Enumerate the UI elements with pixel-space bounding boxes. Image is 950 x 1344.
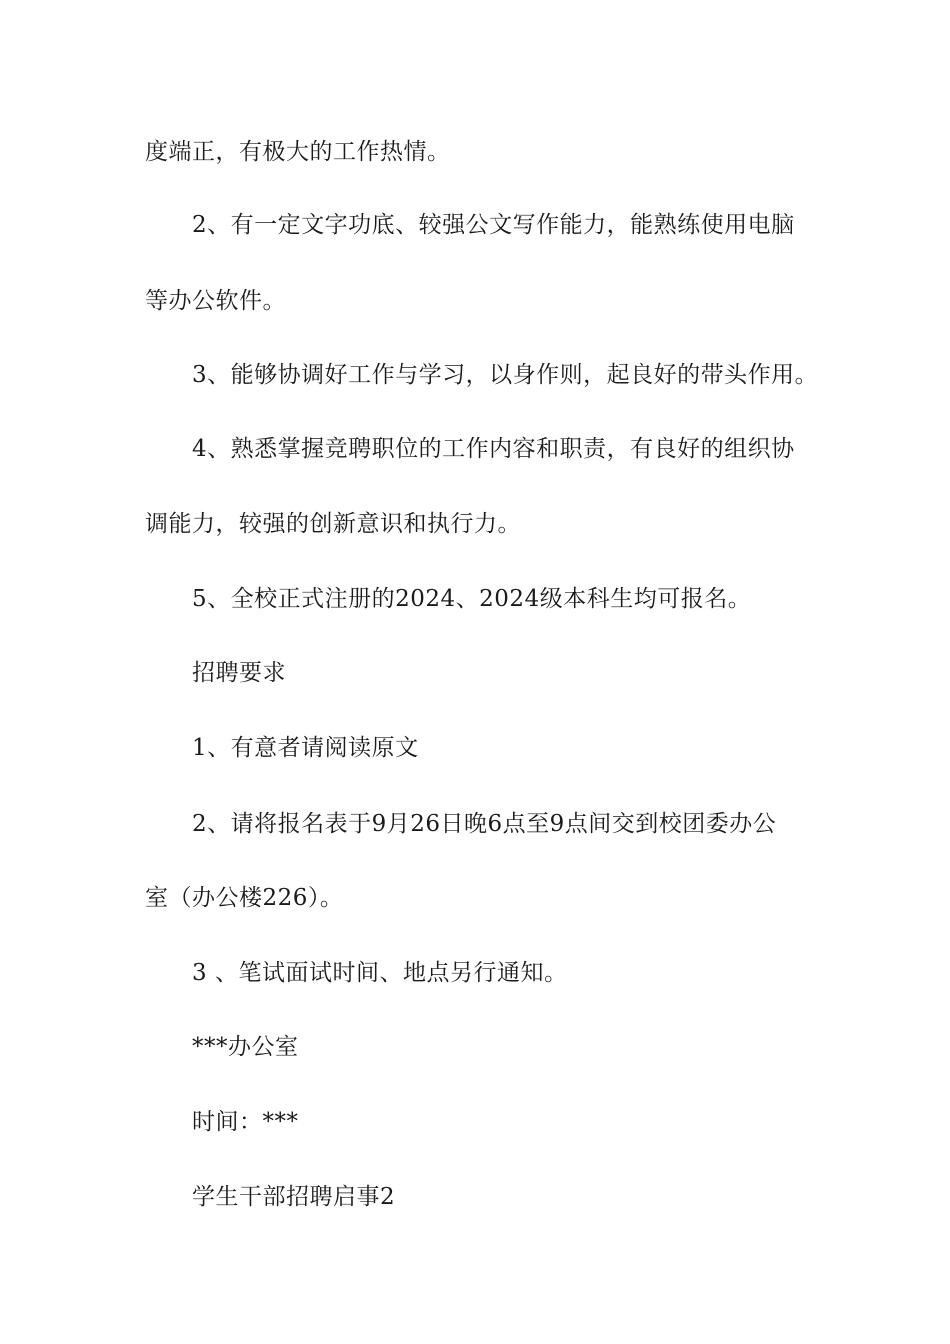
signature-office: ***办公室: [192, 1034, 299, 1060]
paragraph-line-2: 2、有一定文字功底、较强公文写作能力，能熟练使用电脑: [192, 212, 795, 238]
paragraph-line-6: 调能力，较强的创新意识和执行力。: [145, 511, 521, 537]
section-heading: 招聘要求: [192, 660, 286, 686]
paragraph-line-4: 3、能够协调好工作与学习，以身作则，起良好的带头作用。: [192, 362, 819, 388]
next-section-title: 学生干部招聘启事2: [192, 1184, 396, 1210]
paragraph-line-7: 5、全校正式注册的2024、2024级本科生均可报名。: [192, 586, 752, 612]
paragraph-line-3: 等办公软件。: [145, 288, 286, 314]
paragraph-line-10: 2、请将报名表于9月26日晚6点至9点间交到校团委办公: [192, 811, 777, 837]
paragraph-line-12: 3 、笔试面试时间、地点另行通知。: [192, 960, 568, 986]
paragraph-line-5: 4、熟悉掌握竞聘职位的工作内容和职责，有良好的组织协: [192, 436, 795, 462]
paragraph-line-9: 1、有意者请阅读原文: [192, 735, 419, 761]
signature-date: 时间：***: [192, 1109, 299, 1135]
paragraph-line-11: 室（办公楼226）。: [145, 885, 344, 911]
paragraph-line-1: 度端正，有极大的工作热情。: [145, 139, 451, 165]
